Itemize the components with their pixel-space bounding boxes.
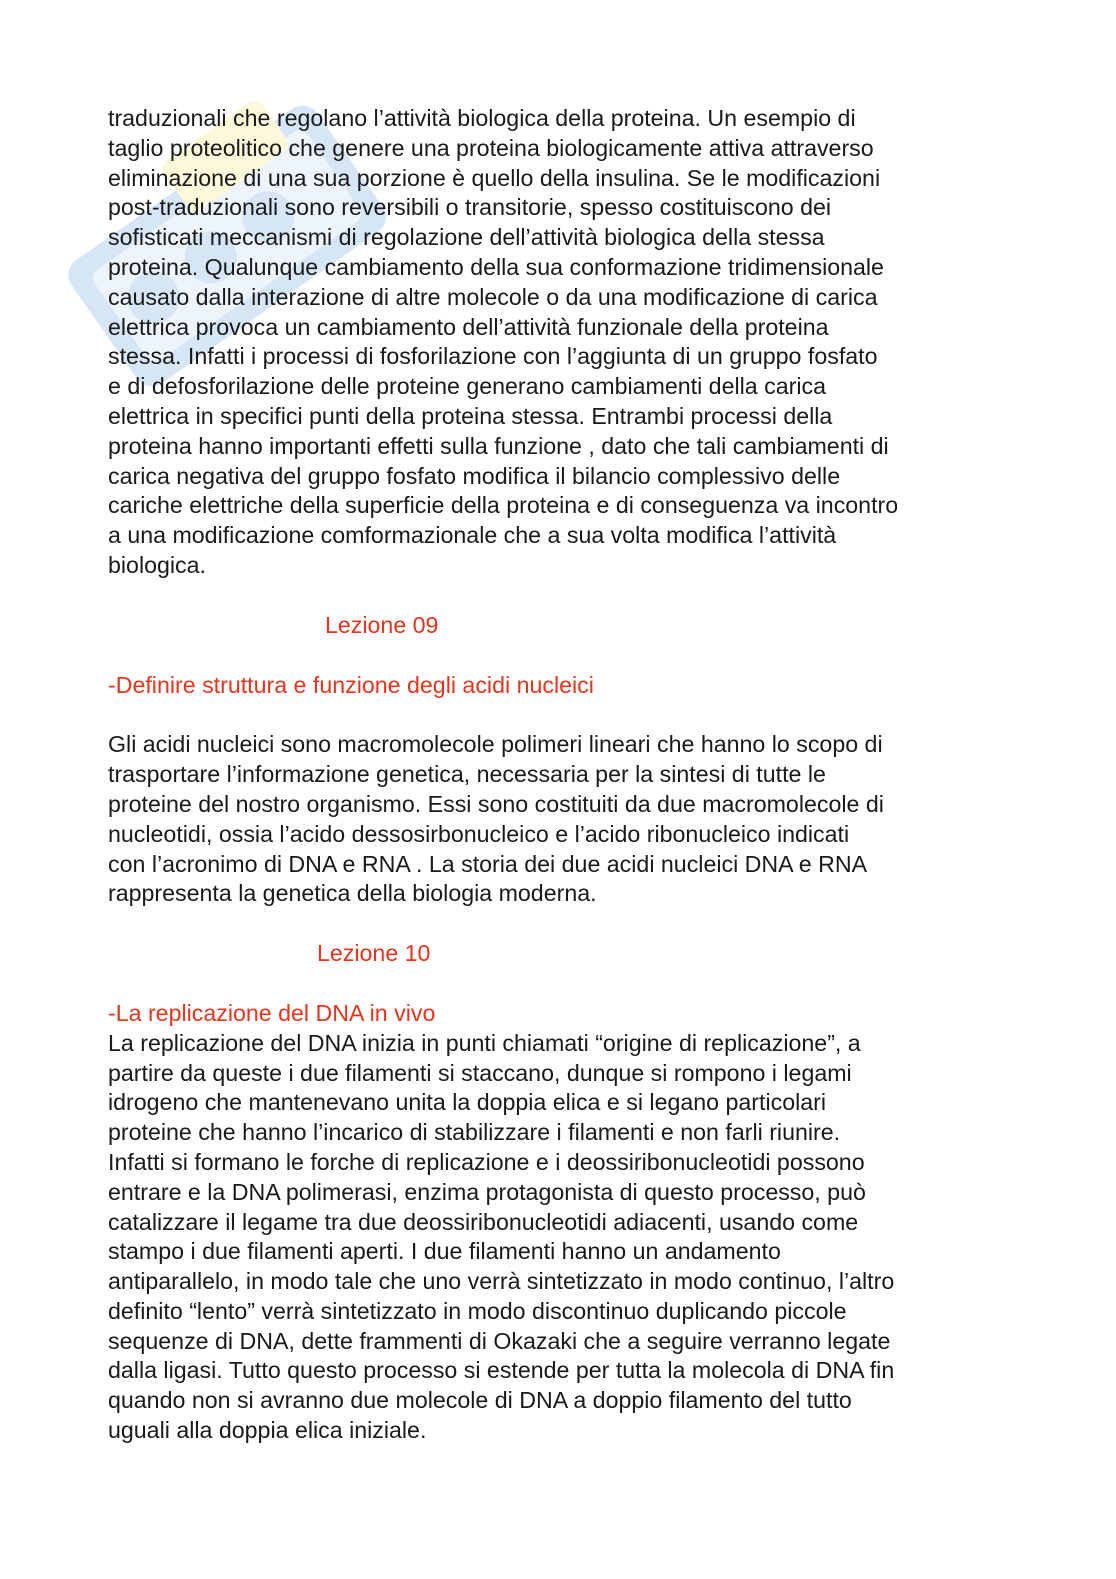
- lesson-09-answer: Gli acidi nucleici sono macromolecole polimeri lineari che hanno lo scopo di trasportare l’informazione genetica, necessaria per la sintesi di tutte le proteine del nostro organismo. Essi sono costituiti da due macromolecole di nucleotidi, ossia l’acido dessosirbonucleico e l’acido ribonucleico indicati con l’acronimo di DNA e RNA . La storia dei due acidi nucleici DNA e RNA rappresenta la genetica della biologia moderna.: [108, 731, 884, 907]
- lesson-10-question: -La replicazione del DNA in vivo: [108, 999, 436, 1026]
- lesson-09-question: -Definire struttura e funzione degli acidi nucleici: [108, 671, 594, 698]
- lesson-09-title: Lezione 09: [325, 611, 439, 638]
- paragraph-continuation: traduzionali che regolano l’attività biologica della proteina. Un esempio di taglio proteolitico che genere una proteina biologicamente attiva attraverso eliminazione di una sua porzione è quello della insulina. Se le modificazioni post-traduzionali sono reversibili o transitorie, spesso costituiscono dei sofisticati meccanismi di regolazione dell’attività biologica della stessa proteina. Qualunque cambiamento della sua conformazione tridimensionale causato dalla interazione di altre molecole o da una modificazione di carica elettrica provoca un cambiamento dell’attività funzionale della proteina stessa. Infatti i processi di fosforilazione con l’aggiunta di un gruppo fosfato e di defosforilazione delle proteine generano cambiamenti della carica elettrica in specifici punti della proteina stessa. Entrambi processi della proteina hanno importanti effetti sulla funzione , dato che tali cambiamenti di carica negativa del gruppo fosfato modifica il bilancio complessivo delle cariche elettriche della superficie della proteina e di conseguenza va incontro a una modificazione comformazionale che a sua volta modifica l’attività biologica.: [108, 105, 899, 578]
- lesson-10-title: Lezione 10: [317, 940, 431, 967]
- lesson-10-answer: La replicazione del DNA inizia in punti chiamati “origine di replicazione”, a partire da queste i due filamenti si staccano, dunque si rompono i legami idrogeno che mantenevano unita la doppia elica e si legano particolari proteine che hanno l’incarico di stabilizzare i filamenti e non farli riunire. Infatti si formano le forche di replicazione e i deossiribonucleotidi possono entrare e la DNA polimerasi, enzima protagonista di questo processo, può catalizzare il legame tra due deossiribonucleotidi adiacenti, usando come stampo i due filamenti aperti. I due filamenti hanno un andamento antiparallelo, in modo tale che uno verrà sintetizzato in modo continuo, l’altro definito “lento” verrà sintetizzato in modo discontinuo duplicando piccole sequenze di DNA, dette frammenti di Okazaki che a seguire verranno legate dalla ligasi. Tutto questo processo si estende per tutta la molecola di DNA fin quando non si avranno due molecole di DNA a doppio filamento del tutto uguali alla doppia elica iniziale.: [108, 1029, 895, 1444]
- document-page: [108, 104, 1013, 1446]
